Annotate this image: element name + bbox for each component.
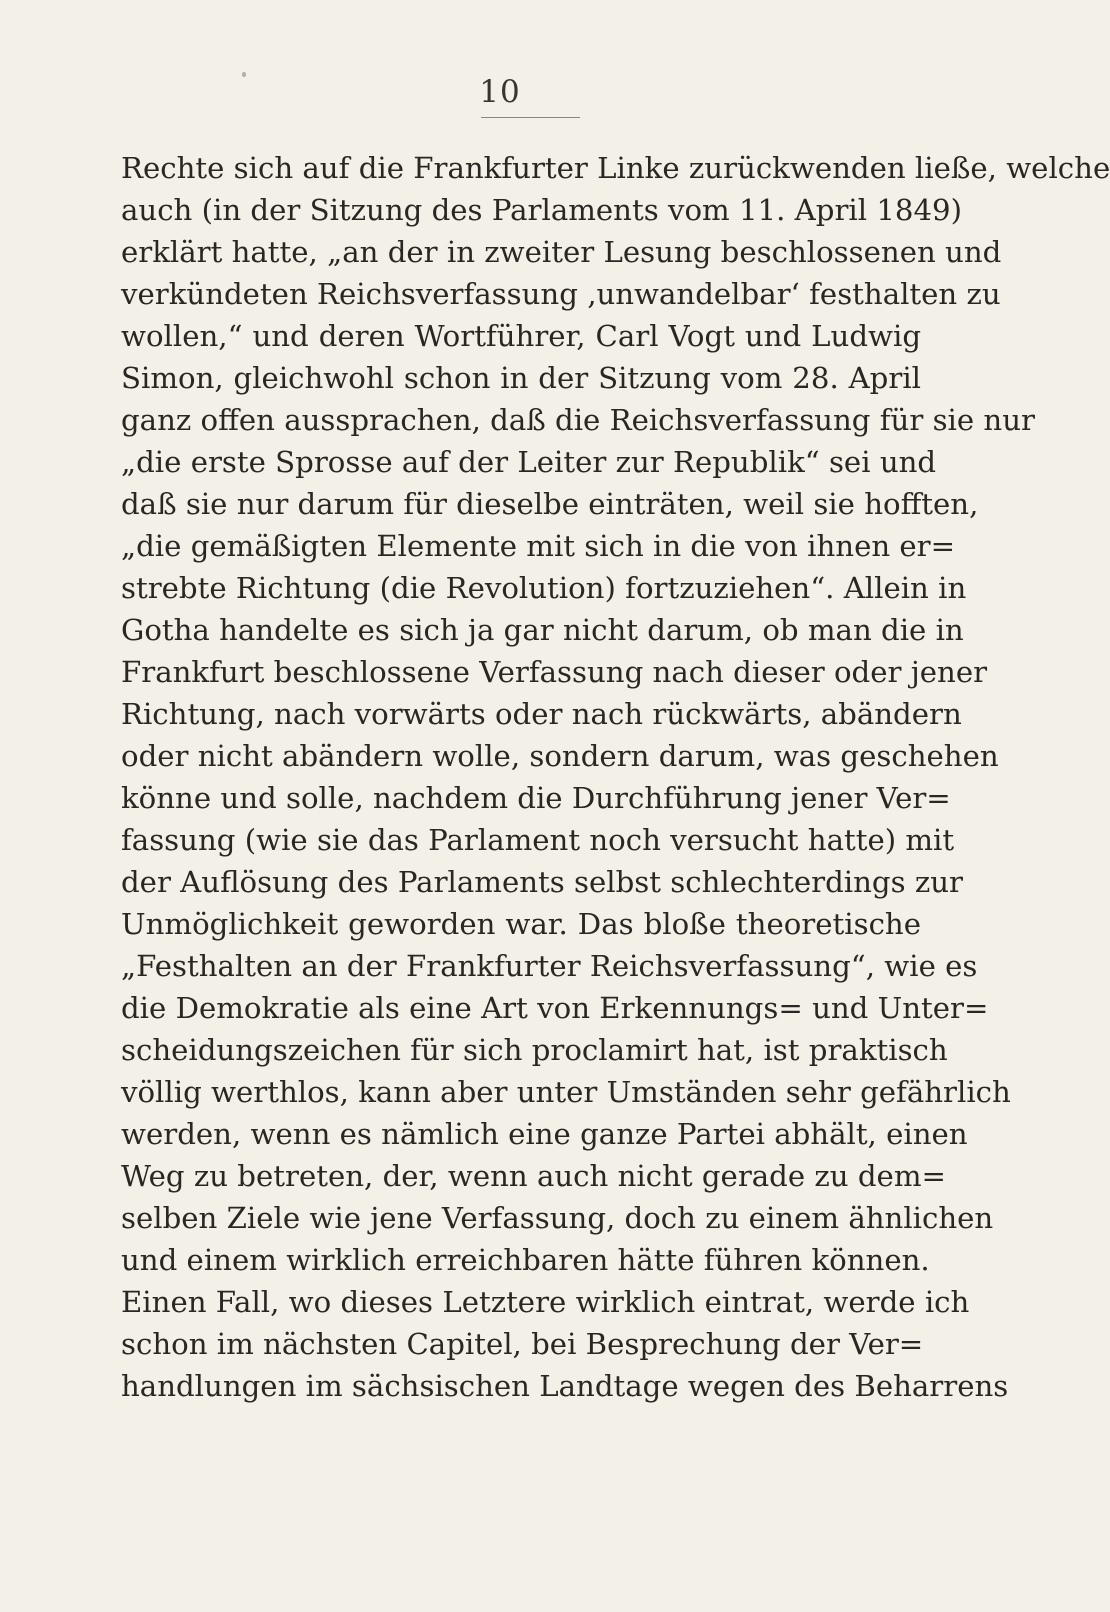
- body-text: [121, 147, 1110, 1407]
- text-line: der Auflösung des Parlaments selbst schlechterdings zur: [121, 865, 963, 899]
- text-line: Frankfurt beschlossene Verfassung nach dieser oder jener: [121, 655, 988, 689]
- text-line: Einen Fall, wo dieses Letztere wirklich eintrat, werde ich: [121, 1285, 970, 1319]
- text-line: und einem wirklich erreichbaren hätte führen können.: [121, 1243, 930, 1277]
- text-line: Simon, gleichwohl schon in der Sitzung vom 28. April: [121, 361, 921, 395]
- text-line: die Demokratie als eine Art von Erkennungs= und Unter=: [121, 991, 989, 1025]
- text-line: strebte Richtung (die Revolution) fortzuziehen“. Allein in: [121, 571, 967, 605]
- text-line: erklärt hatte, „an der in zweiter Lesung beschlossenen und: [121, 235, 1002, 269]
- header-rule: [481, 117, 580, 118]
- text-line: scheidungszeichen für sich proclamirt hat, ist praktisch: [121, 1033, 948, 1067]
- text-line: Weg zu betreten, der, wenn auch nicht gerade zu dem=: [121, 1159, 946, 1193]
- text-line: Gotha handelte es sich ja gar nicht darum, ob man die in: [121, 613, 964, 647]
- text-line: Unmöglichkeit geworden war. Das bloße theoretische: [121, 907, 921, 941]
- text-line: wollen,“ und deren Wortführer, Carl Vogt und Ludwig: [121, 319, 921, 353]
- text-line: „Festhalten an der Frankfurter Reichsverfassung“, wie es: [121, 949, 978, 983]
- text-line: völlig werthlos, kann aber unter Umständen sehr gefährlich: [121, 1075, 1011, 1109]
- text-line: Richtung, nach vorwärts oder nach rückwärts, abändern: [121, 697, 962, 731]
- text-line: auch (in der Sitzung des Parlaments vom 11. April 1849): [121, 193, 963, 227]
- text-line: handlungen im sächsischen Landtage wegen des Beharrens: [121, 1369, 1009, 1403]
- text-line: fassung (wie sie das Parlament noch versucht hatte) mit: [121, 823, 955, 857]
- text-line: „die gemäßigten Elemente mit sich in die von ihnen er=: [121, 529, 956, 563]
- text-line: schon im nächsten Capitel, bei Besprechung der Ver=: [121, 1327, 924, 1361]
- text-line: „die erste Sprosse auf der Leiter zur Republik“ sei und: [121, 445, 937, 479]
- text-line: könne und solle, nachdem die Durchführung jener Ver=: [121, 781, 951, 815]
- text-line: werden, wenn es nämlich eine ganze Partei abhält, einen: [121, 1117, 968, 1151]
- text-line: oder nicht abändern wolle, sondern darum, was geschehen: [121, 739, 999, 773]
- text-line: selben Ziele wie jene Verfassung, doch zu einem ähnlichen: [121, 1201, 994, 1235]
- page-number: 10: [479, 74, 521, 110]
- text-line: ganz offen aussprachen, daß die Reichsverfassung für sie nur: [121, 403, 1035, 437]
- text-line: daß sie nur darum für dieselbe einträten, weil sie hofften,: [121, 487, 979, 521]
- text-line: Rechte sich auf die Frankfurter Linke zurückwenden ließe, welche: [121, 151, 1110, 185]
- text-line: verkündeten Reichsverfassung ‚unwandelbar‘ festhalten zu: [121, 277, 1001, 311]
